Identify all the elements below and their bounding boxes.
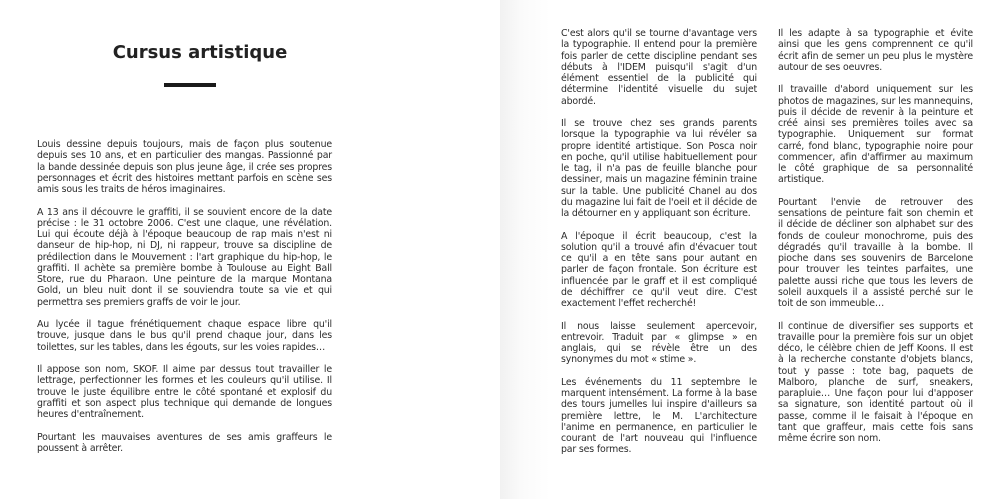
paragraph: Il travaille d'abord uniquement sur les photos de magazines, sur les mannequins, puis il décide de revenir à la peinture et créé ainsi ses premières toiles avec sa typographie. Uniquement sur format carré, fond blanc, typographie noire pour commencer, afin d'affirmer au maximum le côté graphique de sa personnalité artistique.	[778, 84, 973, 186]
title-underline-rule	[164, 83, 216, 87]
paragraph: A 13 ans il découvre le graffiti, il se souvient encore de la date précise : le 31 octobre 2006. C'est une claque, une révélation. Lui qui écoute déjà à l'époque beaucoup de rap mais n'est ni danseur de hip-hop, ni DJ, ni rappeur, trouve sa discipline de prédilection dans le Mouvement : l'art graphique du hip-hop, le graffiti. Il achète sa première bombe à Toulouse au Eight Ball Store, rue du Pharaon. Une peinture de la marque Montana Gold, un bleu nuit dont il se souviendra toute sa vie et qui permettra ses premiers graffs de voir le jour.	[37, 206, 332, 308]
paragraph: Louis dessine depuis toujours, mais de façon plus soutenue depuis ses 10 ans, et en particulier des mangas. Passionné par la bande dessinée depuis son plus jeune âge, il crée ses propres personnages et écrit des histoires mettant parfois en scène ses amis sous les traits de héros imaginaires.	[37, 139, 332, 195]
paragraph: A l'époque il écrit beaucoup, c'est la solution qu'il a trouvé afin d'évacuer tout ce qu'il a en tête sans pour autant en parler de façon frontale. Son écriture est influencée par le graff et il est compliqué de déchiffrer ce qu'il veut dire. C'est exactement l'effet recherché!	[561, 230, 757, 309]
paragraph: Il appose son nom, SKOF. Il aime par dessus tout travailler le lettrage, perfectionner les formes et les couleurs qu'il utilise. Il trouve le juste équilibre entre le côté spontané et explosif du graffiti et son aspect plus technique qui demande de longues heures d'entraînement.	[37, 364, 332, 420]
right-text-column-1	[561, 28, 757, 467]
left-text-column	[37, 139, 332, 465]
paragraph: Pourtant les mauvaises aventures de ses amis graffeurs le poussent à arrêter.	[37, 431, 332, 454]
paragraph: Il continue de diversifier ses supports et travaille pour la première fois sur un objet déco, le célèbre chien de Jeff Koons. Il est à la recherche constante d'objets blancs, tout y passe : tote bag, paquets de Malboro, planche de surf, sneakers, parapluie… Une façon pour lui d'apposer sa signature, son identité partout où il passe, comme il le faisait à l'époque en tant que graffeur, mais cette fois sans même écrire son nom.	[778, 320, 973, 444]
page-title: Cursus artistique	[112, 42, 288, 63]
paragraph: Au lycée il tague frénétiquement chaque espace libre qu'il trouve, jusque dans le bus qu'il prend chaque jour, dans les toilettes, sur les tables, dans les égouts, sur les voies rapides…	[37, 319, 332, 353]
right-text-column-2	[778, 28, 973, 456]
paragraph: Il se trouve chez ses grands parents lorsque la typographie va lui révéler sa propre identité artistique. Son Posca noir en poche, qu'il utilise habituellement pour le tag, il n'a pas de feuille blanche pour dessiner, mais un magazine féminin traine sur la table. Une publicité Chanel au dos du magazine lui fait de l'oeil et il décide de la détourner en y appliquant son écriture.	[561, 118, 757, 219]
paragraph: Il les adapte à sa typographie et évite ainsi que les gens comprennent ce qu'il écrit afin de semer un peu plus le mystère autour de ses oeuvres.	[778, 28, 973, 73]
paragraph: Les événements du 11 septembre le marquent intensément. La forme à la base des tours jumelles lui inspire d'ailleurs sa première lettre, le M. L'architecture l'anime en permanence, en particulier le courant de l'art nouveau qui l'influence par ses formes.	[561, 376, 757, 456]
paragraph: Il nous laisse seulement apercevoir, entrevoir. Traduit par « glimpse » en anglais, qui se révèle être un des synonymes du mot « stime ».	[561, 320, 757, 366]
paragraph: Pourtant l'envie de retrouver des sensations de peinture fait son chemin et il décide de décliner son alphabet sur des fonds de couleur monochrome, puis des dégradés qu'il travaille à la bombe. Il pioche dans ses souvenirs de Barcelone pour trouver les teintes parfaites, une palette aussi riche que tous les levers de soleil auxquels il a assisté perché sur le toit de son immeuble…	[778, 196, 973, 309]
paragraph: C'est alors qu'il se tourne d'avantage vers la typographie. Il entend pour la première fois parler de cette discipline pendant ses débuts à l'IDEM puisqu'il s'agit d'un élément essentiel de la publicité qui détermine l'identité visuelle du sujet abordé.	[561, 28, 757, 107]
